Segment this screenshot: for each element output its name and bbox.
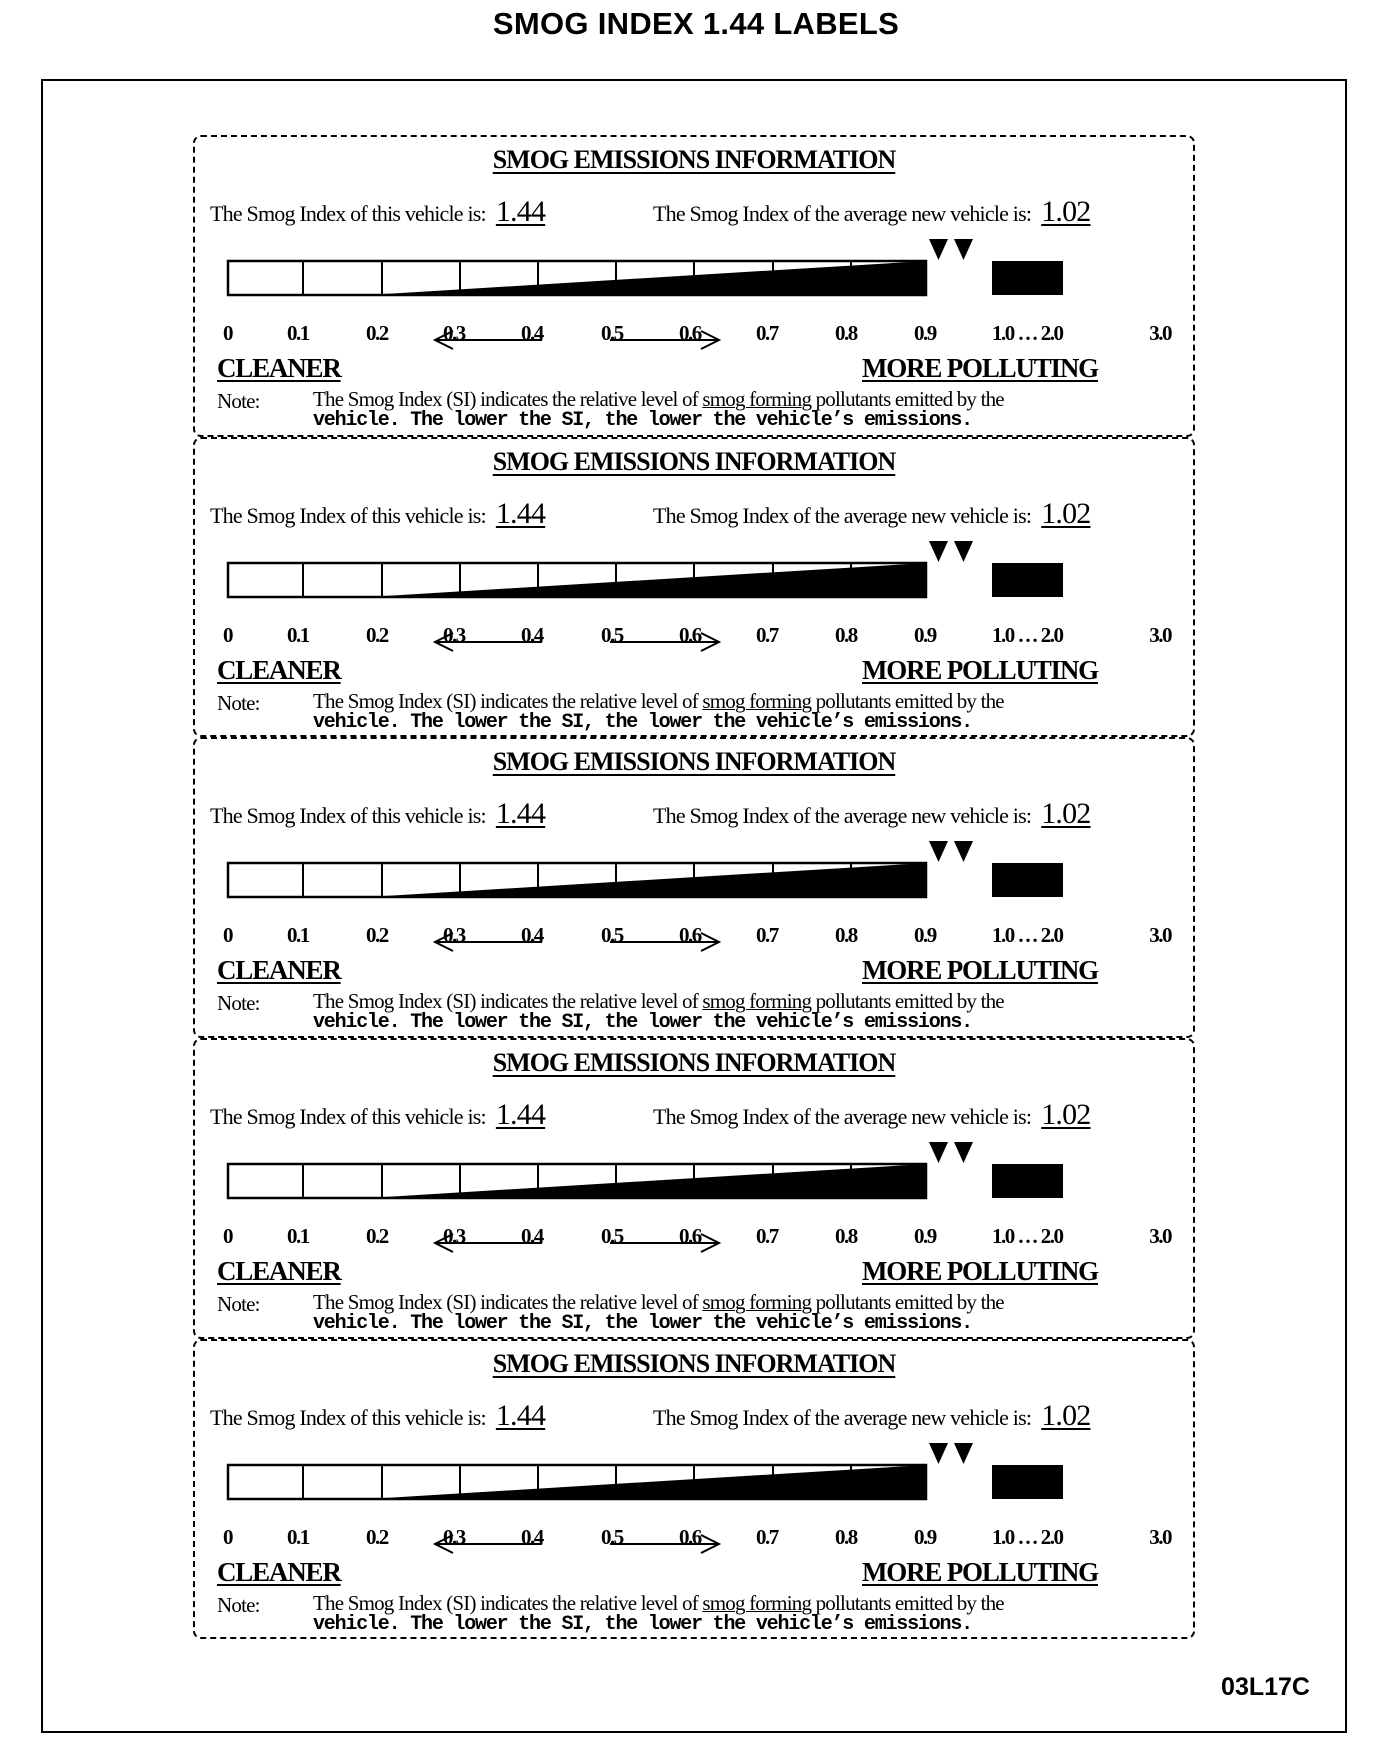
- this-vehicle-index-value: 1.44: [495, 1399, 546, 1432]
- average-vehicle-index-value: 1.02: [1041, 1098, 1091, 1131]
- scale-tick-label: 0.7: [756, 623, 778, 647]
- scale-tick-label: 0: [223, 1224, 232, 1248]
- scale-tick-label: 0.6: [679, 623, 701, 647]
- average-vehicle-index: The Smog Index of the average new vehicle is: 1.02: [653, 797, 1091, 830]
- note-label: Note:: [217, 1292, 260, 1316]
- note-text-line2: vehicle. The lower the SI, the lower the vehicle’s emissions.: [313, 409, 972, 432]
- scale-tick-label: 0: [223, 623, 232, 647]
- scale-tick-label: 0.4: [521, 1224, 543, 1248]
- scale-tick-label: 0.2: [366, 623, 388, 647]
- label-heading: SMOG EMISSIONS INFORMATION: [492, 447, 896, 476]
- this-vehicle-index-value: 1.44: [495, 797, 546, 830]
- scale-tick-label: 0: [223, 321, 232, 345]
- scale-tick-label: 0.1: [287, 1525, 309, 1549]
- scale-bar-high-block: [992, 261, 1063, 295]
- scale-tick-label: 0.3: [443, 923, 465, 947]
- scale-bar-high-block: [992, 1164, 1063, 1198]
- scale-tick-label: 0.4: [521, 321, 543, 345]
- scale-tick-label: 1.0 … 2.0: [992, 1525, 1063, 1549]
- this-vehicle-index: The Smog Index of this vehicle is: 1.44: [210, 497, 546, 530]
- smog-label-card: [193, 135, 1195, 437]
- note-label: Note:: [217, 389, 260, 413]
- scale-tick-label: 0.1: [287, 623, 309, 647]
- scale-tick-label: 0.7: [756, 1525, 778, 1549]
- scale-tick-label: 3.0: [1149, 1224, 1171, 1248]
- scale-tick-label: 1.0 … 2.0: [992, 923, 1063, 947]
- scale-tick-label: 0.8: [835, 321, 857, 345]
- scale-tick-label: 0.4: [521, 623, 543, 647]
- smog-label-card: [193, 1339, 1195, 1639]
- marker-arrows-icon: [929, 541, 973, 562]
- note-text-line1: The Smog Index (SI) indicates the relative level of smog forming pollutants emitted by the: [313, 989, 1004, 1013]
- scale-tick-label: 0.9: [914, 623, 936, 647]
- more-polluting-label: MORE POLLUTING: [862, 955, 1098, 985]
- average-vehicle-index-value: 1.02: [1041, 1399, 1091, 1432]
- this-vehicle-index-value: 1.44: [495, 497, 546, 530]
- marker-arrows-icon: [929, 1443, 973, 1464]
- scale-tick-label: 0.8: [835, 923, 857, 947]
- scale-tick-label: 0.6: [679, 321, 701, 345]
- scale-tick-label: 1.0 … 2.0: [992, 321, 1063, 345]
- this-vehicle-index: The Smog Index of this vehicle is: 1.44: [210, 195, 546, 228]
- scale-tick-label: 0.3: [443, 1224, 465, 1248]
- more-polluting-label: MORE POLLUTING: [862, 353, 1098, 383]
- cleaner-label: CLEANER: [217, 955, 341, 985]
- scale-tick-label: 0.3: [443, 1525, 465, 1549]
- this-vehicle-index: The Smog Index of this vehicle is: 1.44: [210, 1098, 546, 1131]
- scale-tick-label: 0.6: [679, 1525, 701, 1549]
- scale-tick-label: 0.2: [366, 1224, 388, 1248]
- note-text-line2: vehicle. The lower the SI, the lower the vehicle’s emissions.: [313, 711, 972, 734]
- cleaner-label: CLEANER: [217, 1557, 341, 1587]
- more-polluting-label: MORE POLLUTING: [862, 655, 1098, 685]
- more-polluting-label: MORE POLLUTING: [862, 1557, 1098, 1587]
- average-vehicle-index: The Smog Index of the average new vehicle is: 1.02: [653, 1098, 1091, 1131]
- scale-tick-label: 0.1: [287, 321, 309, 345]
- scale-tick-label: 0.8: [835, 623, 857, 647]
- cleaner-label: CLEANER: [217, 353, 341, 383]
- more-polluting-label: MORE POLLUTING: [862, 1256, 1098, 1286]
- label-heading: SMOG EMISSIONS INFORMATION: [492, 145, 896, 174]
- scale-tick-label: 0.7: [756, 321, 778, 345]
- note-text-line2: vehicle. The lower the SI, the lower the vehicle’s emissions.: [313, 1011, 972, 1034]
- scale-tick-label: 1.0 … 2.0: [992, 623, 1063, 647]
- label-heading: SMOG EMISSIONS INFORMATION: [492, 747, 896, 776]
- marker-arrows-icon: [929, 1142, 973, 1163]
- scale-bar: [228, 863, 926, 897]
- scale-tick-label: 0.9: [914, 923, 936, 947]
- scale-tick-label: 3.0: [1149, 321, 1171, 345]
- average-vehicle-index-value: 1.02: [1041, 497, 1091, 530]
- scale-tick-label: 3.0: [1149, 1525, 1171, 1549]
- marker-arrows-icon: [929, 841, 973, 862]
- scale-bar: [228, 1465, 926, 1499]
- label-heading: SMOG EMISSIONS INFORMATION: [492, 1349, 896, 1378]
- scale-tick-label: 0.5: [601, 1224, 623, 1248]
- scale-tick-label: 0.6: [679, 1224, 701, 1248]
- average-vehicle-index: The Smog Index of the average new vehicle is: 1.02: [653, 195, 1091, 228]
- polluting-arrow-icon: [610, 331, 719, 349]
- note-label: Note:: [217, 691, 260, 715]
- this-vehicle-index-value: 1.44: [495, 1098, 546, 1131]
- average-vehicle-index: The Smog Index of the average new vehicle is: 1.02: [653, 497, 1091, 530]
- note-text-line1: The Smog Index (SI) indicates the relative level of smog forming pollutants emitted by the: [313, 387, 1004, 411]
- scale-bar-high-block: [992, 863, 1063, 897]
- scale-bar-high-block: [992, 563, 1063, 597]
- smog-label-card: [193, 437, 1195, 737]
- scale-tick-label: 0.3: [443, 321, 465, 345]
- average-vehicle-index-value: 1.02: [1041, 797, 1091, 830]
- scale-tick-label: 0.5: [601, 321, 623, 345]
- note-text-line2: vehicle. The lower the SI, the lower the vehicle’s emissions.: [313, 1613, 972, 1636]
- scale-tick-label: 0.9: [914, 1224, 936, 1248]
- scale-tick-label: 0.4: [521, 1525, 543, 1549]
- average-vehicle-index: The Smog Index of the average new vehicle is: 1.02: [653, 1399, 1091, 1432]
- scale-tick-label: 0.5: [601, 623, 623, 647]
- scale-tick-label: 0.4: [521, 923, 543, 947]
- scale-tick-label: 3.0: [1149, 623, 1171, 647]
- scale-tick-label: 0.6: [679, 923, 701, 947]
- figure-id: 03L17C: [1221, 1673, 1310, 1701]
- scale-tick-label: 0.2: [366, 321, 388, 345]
- note-text-line2: vehicle. The lower the SI, the lower the vehicle’s emissions.: [313, 1312, 972, 1335]
- note-label: Note:: [217, 991, 260, 1015]
- scale-tick-label: 0.9: [914, 321, 936, 345]
- cleaner-label: CLEANER: [217, 1256, 341, 1286]
- scale-bar: [228, 563, 926, 597]
- scale-tick-label: 0.1: [287, 1224, 309, 1248]
- note-text-line1: The Smog Index (SI) indicates the relative level of smog forming pollutants emitted by the: [313, 1591, 1004, 1615]
- scale-tick-label: 0.8: [835, 1224, 857, 1248]
- scale-tick-label: 0.7: [756, 923, 778, 947]
- scale-bar: [228, 1164, 926, 1198]
- this-vehicle-index-value: 1.44: [495, 195, 546, 228]
- scale-tick-label: 3.0: [1149, 923, 1171, 947]
- polluting-arrow-icon: [610, 633, 719, 651]
- scale-bar-high-block: [992, 1465, 1063, 1499]
- polluting-arrow-icon: [610, 933, 719, 951]
- scale-tick-label: 0: [223, 1525, 232, 1549]
- scale-bar: [228, 261, 926, 295]
- marker-arrows-icon: [929, 239, 973, 260]
- polluting-arrow-icon: [610, 1234, 719, 1252]
- scale-tick-label: 0.8: [835, 1525, 857, 1549]
- average-vehicle-index-value: 1.02: [1041, 195, 1091, 228]
- page-title: SMOG INDEX 1.44 LABELS: [492, 6, 900, 41]
- scale-tick-label: 0.5: [601, 923, 623, 947]
- scale-tick-label: 0.2: [366, 1525, 388, 1549]
- this-vehicle-index: The Smog Index of this vehicle is: 1.44: [210, 1399, 546, 1432]
- smog-label-card: [193, 737, 1195, 1038]
- scale-tick-label: 1.0 … 2.0: [992, 1224, 1063, 1248]
- scale-tick-label: 0.9: [914, 1525, 936, 1549]
- smog-label-card: [193, 1038, 1195, 1339]
- note-text-line1: The Smog Index (SI) indicates the relative level of smog forming pollutants emitted by the: [313, 1290, 1004, 1314]
- scale-tick-label: 0: [223, 923, 232, 947]
- note-label: Note:: [217, 1593, 260, 1617]
- scale-tick-label: 0.3: [443, 623, 465, 647]
- scale-tick-label: 0.5: [601, 1525, 623, 1549]
- cleaner-label: CLEANER: [217, 655, 341, 685]
- scale-tick-label: 0.7: [756, 1224, 778, 1248]
- this-vehicle-index: The Smog Index of this vehicle is: 1.44: [210, 797, 546, 830]
- note-text-line1: The Smog Index (SI) indicates the relative level of smog forming pollutants emitted by the: [313, 689, 1004, 713]
- label-heading: SMOG EMISSIONS INFORMATION: [492, 1048, 896, 1077]
- polluting-arrow-icon: [610, 1535, 719, 1553]
- scale-tick-label: 0.1: [287, 923, 309, 947]
- scale-tick-label: 0.2: [366, 923, 388, 947]
